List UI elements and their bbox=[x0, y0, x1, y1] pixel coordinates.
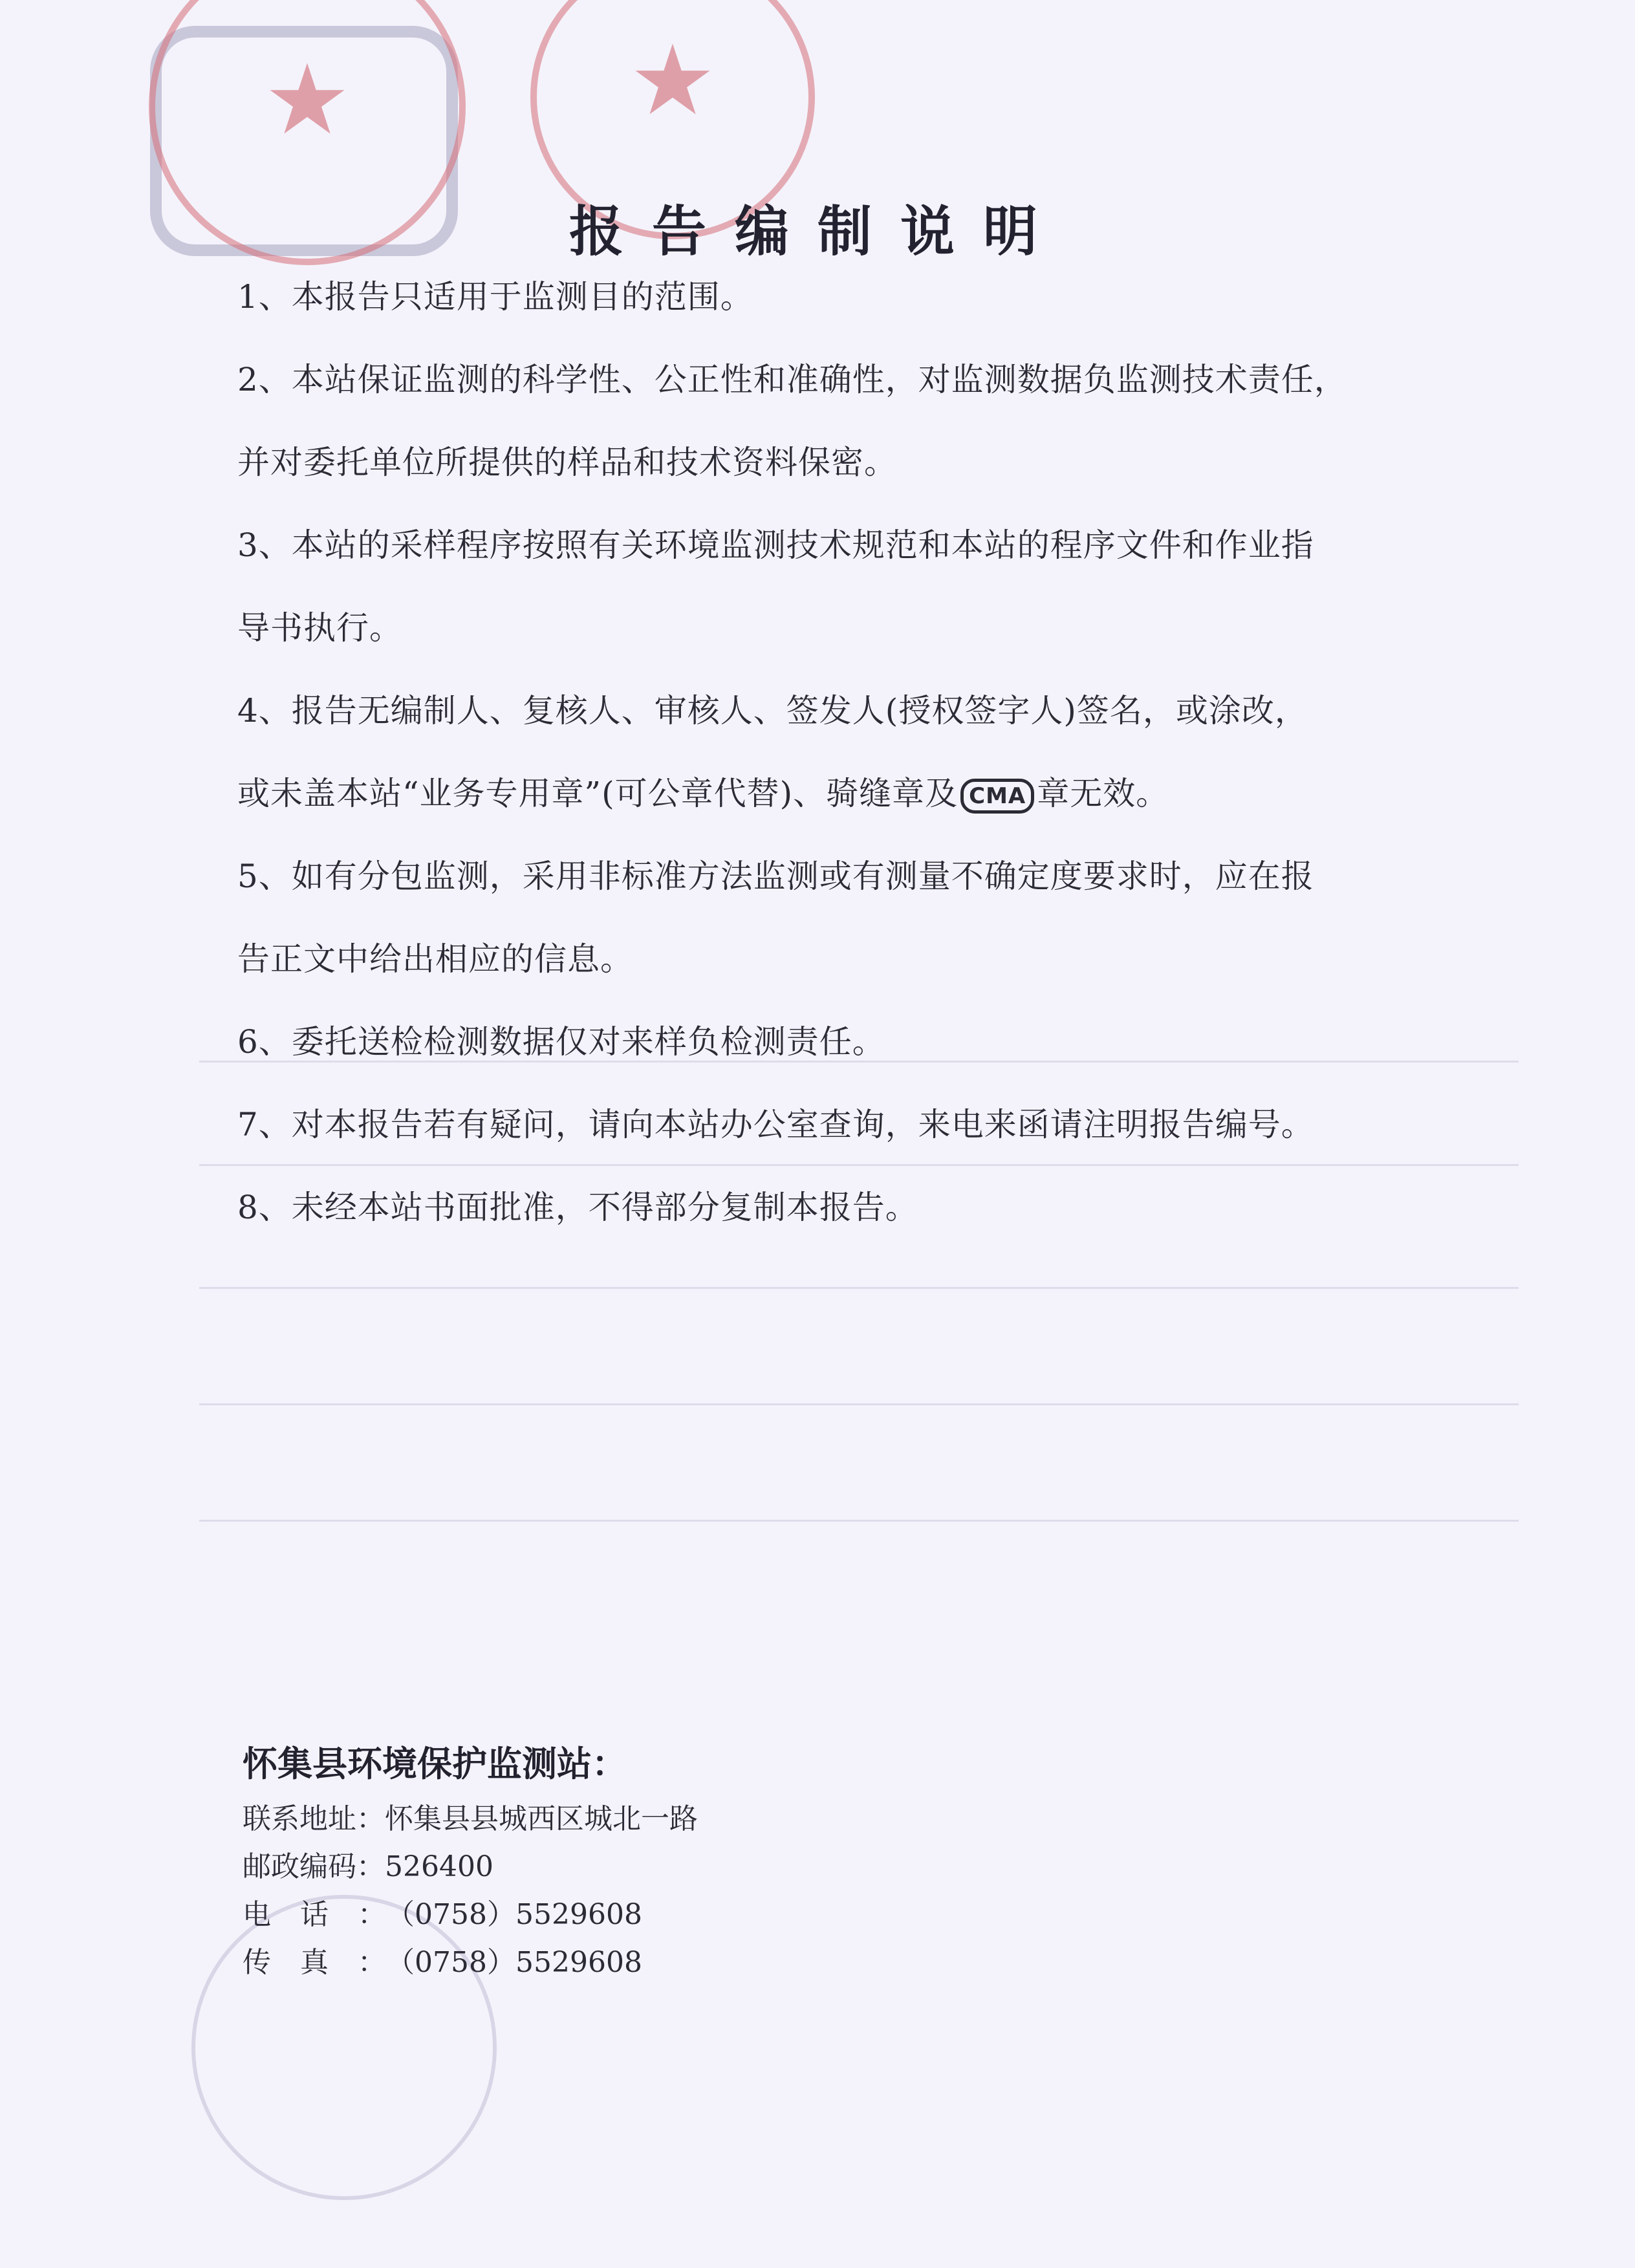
postcode-value: 526400 bbox=[385, 1850, 493, 1883]
note-text: 章无效。 bbox=[1037, 775, 1169, 812]
note-line: 3、本站的采样程序按照有关环境监测技术规范和本站的程序文件和作业指 bbox=[237, 526, 1314, 564]
note-line: 1、本报告只适用于监测目的范围。 bbox=[237, 278, 753, 316]
note-line: 8、未经本站书面批准，不得部分复制本报告。 bbox=[237, 1189, 918, 1226]
address-label: 联系地址： bbox=[243, 1802, 385, 1835]
note-line: 并对委托单位所提供的样品和技术资料保密。 bbox=[237, 444, 897, 481]
fax-value: （0758）5529608 bbox=[386, 1946, 642, 1979]
notes-list bbox=[237, 255, 1486, 1249]
phone-row bbox=[243, 1891, 1148, 1939]
note-line: 4、报告无编制人、复核人、审核人、签发人(授权签字人)签名，或涂改， bbox=[237, 692, 1308, 729]
page-title: 报告编制说明 bbox=[568, 199, 1066, 264]
address-value: 怀集县县城西区城北一路 bbox=[385, 1802, 698, 1835]
phone-label: 电话： bbox=[243, 1898, 386, 1931]
note-line: 导书执行。 bbox=[237, 609, 402, 647]
postcode-row bbox=[243, 1843, 1148, 1891]
postcode-label: 邮政编码： bbox=[243, 1850, 385, 1883]
address-row bbox=[243, 1795, 1148, 1843]
station-name: 怀集县环境保护监测站： bbox=[243, 1744, 627, 1784]
note-line: 5、如有分包监测，采用非标准方法监测或有测量不确定度要求时，应在报 bbox=[237, 858, 1314, 895]
ghost-field-line bbox=[199, 1403, 1519, 1405]
contact-block bbox=[243, 1733, 1148, 1987]
phone-value: （0758）5529608 bbox=[386, 1898, 642, 1931]
note-line: 7、对本报告若有疑问，请向本站办公室查询，来电来函请注明报告编号。 bbox=[237, 1106, 1314, 1143]
note-line bbox=[237, 752, 1486, 835]
star-icon: ★ bbox=[263, 44, 351, 157]
note-line: 6、委托送检检测数据仅对来样负检测责任。 bbox=[237, 1023, 885, 1061]
note-line: 2、本站保证监测的科学性、公正性和准确性，对监测数据负监测技术责任， bbox=[237, 361, 1347, 398]
note-text: 或未盖本站“业务专用章”(可公章代替)、骑缝章及 bbox=[237, 775, 958, 812]
note-line: 告正文中给出相应的信息。 bbox=[237, 940, 633, 978]
fax-row bbox=[243, 1939, 1148, 1987]
fax-label: 传真： bbox=[243, 1946, 386, 1979]
ghost-field-line bbox=[199, 1287, 1519, 1289]
cma-mark-icon: CMA bbox=[960, 779, 1034, 814]
ghost-field-line bbox=[199, 1520, 1519, 1522]
star-icon: ★ bbox=[629, 25, 717, 137]
